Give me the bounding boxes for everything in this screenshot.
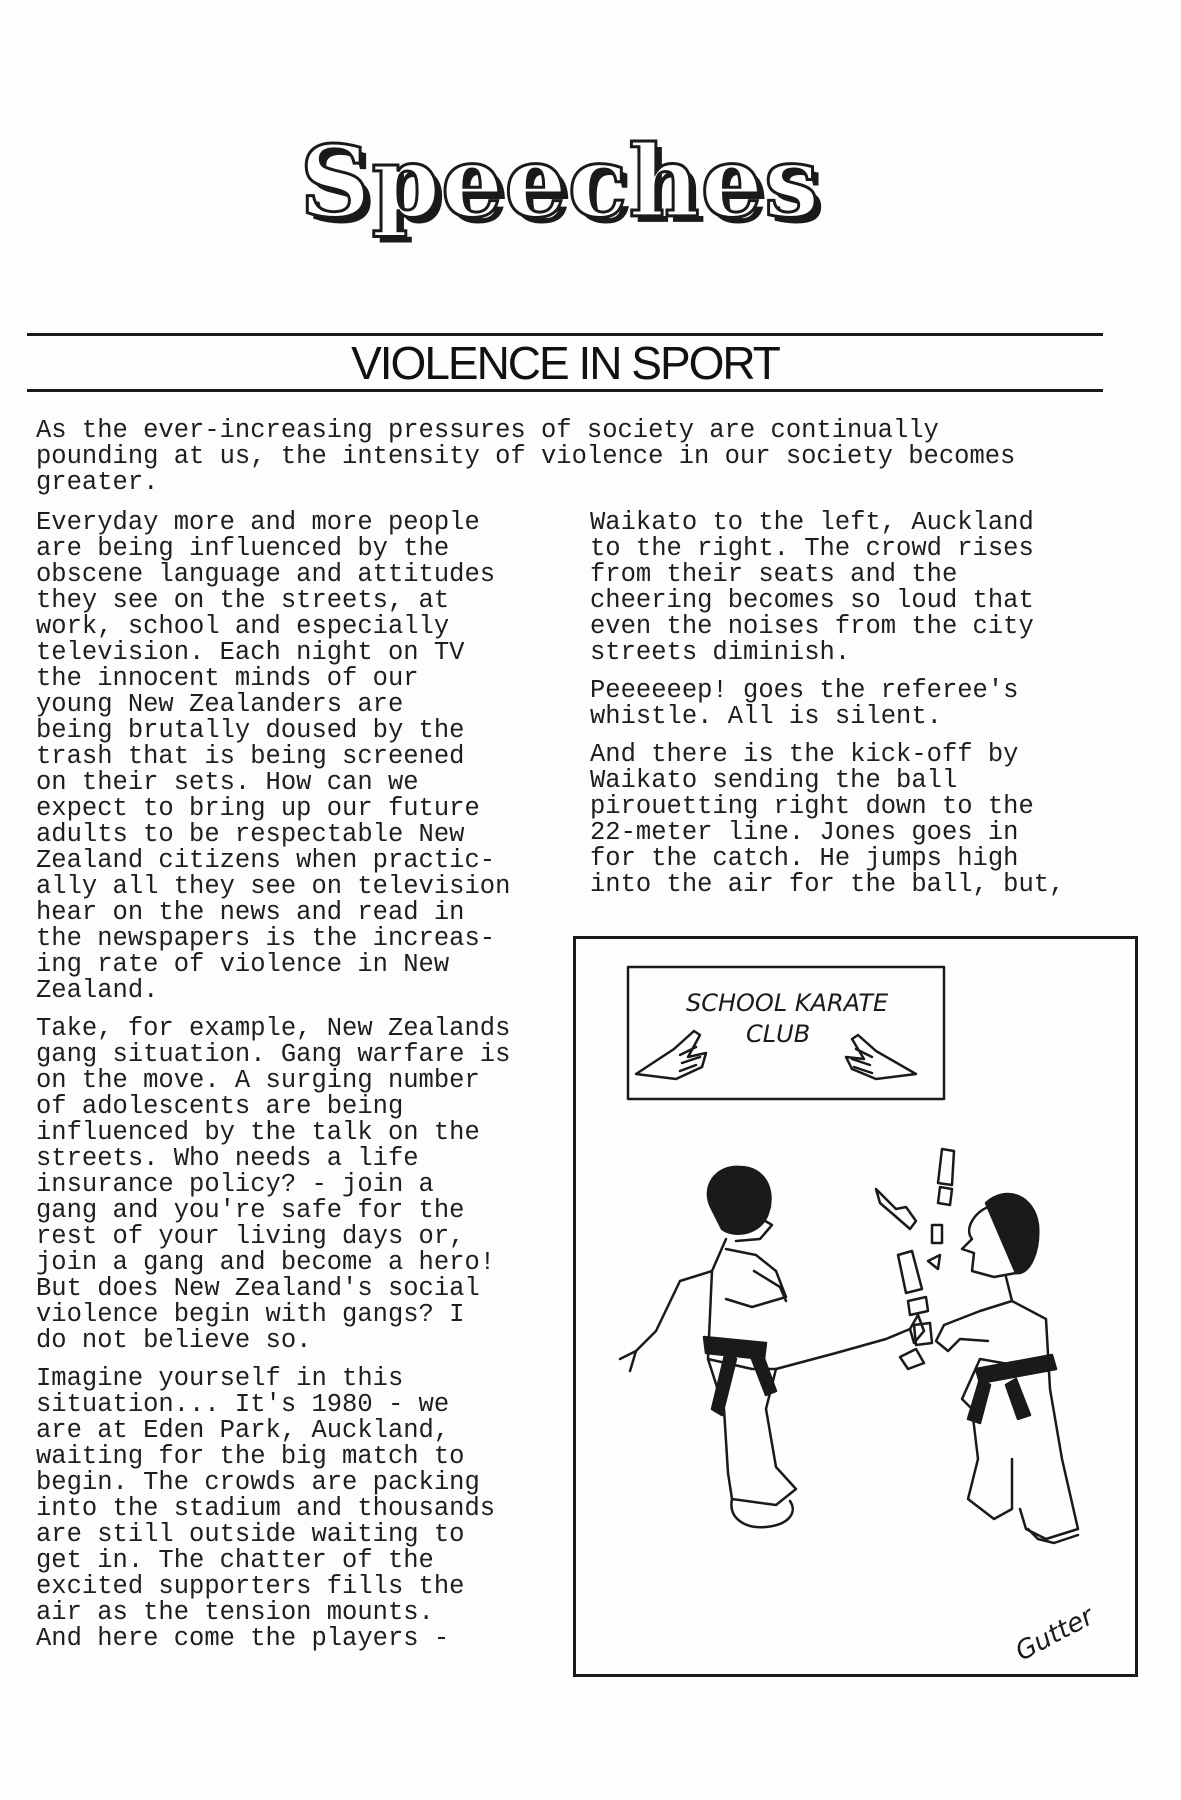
article-headline: VIOLENCE IN SPORT xyxy=(351,337,779,389)
kick-foot xyxy=(910,1315,924,1343)
headline-rule-bottom xyxy=(27,389,1103,392)
sign-line-2: CLUB xyxy=(746,1020,811,1048)
artist-signature: Gutter xyxy=(1010,1601,1099,1668)
left-column xyxy=(36,510,556,1664)
left-paragraph-3: Imagine yourself in this situation... It's 1980 - we are at Eden Park, Auckland, waiting for the big match to begin. The crowds are packing into the stadium and thousands are still outside waiting to get in. The chatter of the excited supporters fills the air as the tension mounts. And here come the players - xyxy=(36,1364,496,1653)
flying-bricks xyxy=(876,1149,954,1369)
right-paragraph-3: And there is the kick-off by Waikato sending the ball pirouetting right down to the 22-meter line. Jones goes in for the catch. He jumps high into the air for the ball, but, xyxy=(590,740,1065,899)
chop-hand-right-icon xyxy=(846,1035,916,1079)
defending-fighter xyxy=(936,1194,1078,1543)
right-paragraph-1: Waikato to the left, Auckland to the right. The crowd rises from their seats and the cheering becomes so loud that even the noises from the city streets diminish. xyxy=(590,508,1034,667)
karate-cartoon xyxy=(573,936,1138,1677)
masthead-title: Speeches xyxy=(299,125,821,240)
right-column xyxy=(590,510,1120,910)
left-paragraph-2: Take, for example, New Zealands gang situation. Gang warfare is on the move. A surging number of adolescents are being influenced by the talk on the streets. Who needs a life insurance policy? - join a gang and you're safe for the rest of your living days or, join a gang and become a hero! But does New Zealand's social violence begin with gangs? I do not believe so. xyxy=(36,1014,511,1355)
kicking-fighter xyxy=(620,1167,910,1505)
cartoon-drawing xyxy=(576,939,1135,1674)
chop-hand-left-icon xyxy=(636,1031,706,1079)
sign-line-1: SCHOOL KARATE xyxy=(686,989,889,1017)
headline-rule-top xyxy=(27,333,1103,336)
article-intro: As the ever-increasing pressures of society are continually pounding at us, the intensity of violence in our society becomes greater. xyxy=(36,416,1016,497)
left-paragraph-1: Everyday more and more people are being influenced by the obscene language and attitudes they see on the streets, at work, school and especially television. Each night on TV the innocent minds of our young New Zealanders are being brutally doused by the trash that is being screened on their sets. How can we expect to bring up our future adults to be respectable New Zealand citizens when practic- ally all they see on television hear on the news and read in the newspapers is the increas- ing rate of violence in New Zealand. xyxy=(36,508,511,1005)
right-paragraph-2: Peeeeeep! goes the referee's whistle. All is silent. xyxy=(590,676,1019,731)
